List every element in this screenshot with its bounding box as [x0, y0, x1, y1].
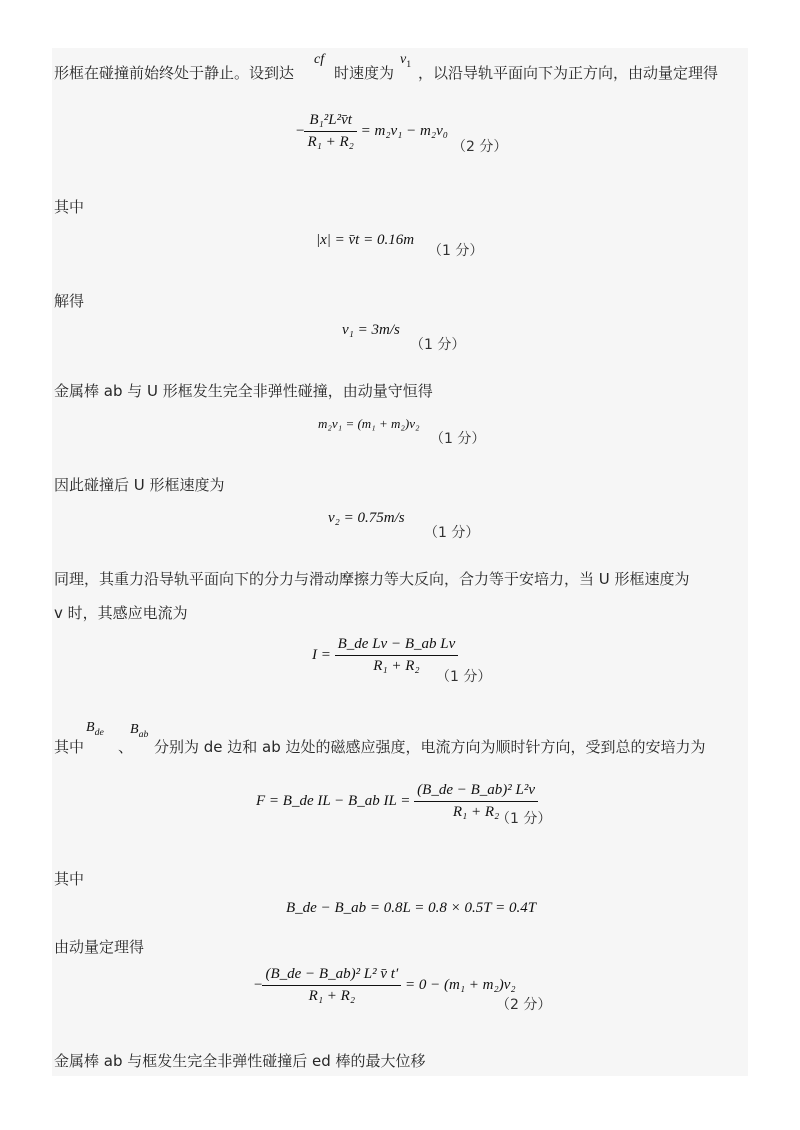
equation-v2: v₂ = 0.75m/s: [328, 510, 405, 526]
score-label: （1 分）: [430, 431, 486, 447]
rhs: = 0 − (m₁ + m₂)v₂: [405, 976, 516, 993]
symbol-sub: 1: [406, 58, 412, 70]
numerator: B_de Lv − B_ab Lv: [335, 636, 459, 656]
equation-momentum-theorem: [296, 112, 448, 151]
score-label: （1 分）: [424, 525, 480, 541]
text-line-1-mid: [334, 62, 394, 84]
text-segment: 时速度为: [334, 64, 395, 82]
lhs: I =: [312, 646, 331, 663]
score-label: （2 分）: [452, 139, 508, 155]
symbol-v1: [400, 52, 411, 70]
text-tongli-a: 同理，其重力沿导轨平面向下的分力与滑动摩擦力等大反向，合力等于安培力，当 U 形框速度为: [54, 570, 690, 588]
equation-v1: v₁ = 3m/s: [342, 322, 400, 338]
text-jiede: 解得: [54, 292, 85, 310]
denominator: R₁ + R₂: [307, 134, 354, 150]
score-label: （1 分）: [496, 811, 552, 827]
text-yinci: 因此碰撞后 U 形框速度为: [54, 476, 225, 494]
minus-sign: −: [296, 122, 305, 139]
fraction: [262, 966, 401, 1005]
text-collision-2: 金属棒 ab 与框发生完全非弹性碰撞后 ed 棒的最大位移: [54, 1052, 426, 1070]
symbol-Bde: [86, 720, 104, 738]
text-qizhong-3: 其中: [54, 870, 85, 888]
text-separator: 、: [118, 738, 134, 756]
minus-sign: −: [254, 976, 263, 993]
text-qizhong-2-post: 分别为 de 边和 ab 边处的磁感应强度，电流方向为顺时针方向，受到总的安培力为: [154, 738, 706, 756]
text-qizhong-2: 其中: [54, 738, 85, 756]
symbol-B: B: [130, 722, 139, 737]
denominator: R₁ + R₂: [308, 988, 356, 1004]
document-page: [52, 48, 748, 1076]
equation-displacement: |x| = v̄t = 0.16m: [316, 232, 415, 248]
lhs: F = B_de IL − B_ab IL =: [256, 792, 411, 809]
text-line-1-end: [418, 62, 718, 84]
score-label: （1 分）: [436, 669, 492, 685]
text-segment: ，以沿导轨平面向下为正方向，由动量定理得: [418, 64, 719, 82]
text-segment: 形框在碰撞前始终处于静止。设到达: [54, 64, 295, 82]
text-momentum-theorem: 由动量定理得: [54, 938, 145, 956]
symbol-v: v: [400, 52, 407, 67]
equation-momentum-conservation: m₂v₁ = (m₁ + m₂)v₂: [318, 416, 420, 431]
symbol-sub: ab: [138, 728, 149, 740]
score-label: （2 分）: [496, 997, 552, 1013]
text-line-1: [54, 62, 294, 84]
symbol-cf: cf: [314, 52, 325, 67]
numerator: (B_de − B_ab)² L²v: [414, 782, 538, 802]
symbol-B: B: [86, 720, 95, 735]
symbol-Bab: [130, 722, 148, 740]
score-label: （1 分）: [428, 243, 484, 259]
numerator: (B_de − B_ab)² L² v̄ t′: [262, 966, 401, 986]
denominator: R₁ + R₂: [452, 804, 500, 820]
score-label: （1 分）: [410, 337, 466, 353]
equation-field-difference: B_de − B_ab = 0.8L = 0.8 × 0.5T = 0.4T: [286, 900, 537, 916]
text-qizhong-1: 其中: [54, 198, 85, 216]
text-collision-1: 金属棒 ab 与 U 形框发生完全非弹性碰撞，由动量守恒得: [54, 382, 433, 400]
text-tongli-b: v 时，其感应电流为: [54, 604, 188, 622]
symbol-sub: de: [94, 726, 104, 738]
rhs: = m₂v₁ − m₂v₀: [360, 122, 448, 139]
denominator: R₁ + R₂: [373, 658, 420, 674]
equation-momentum-theorem-2: [254, 966, 516, 1005]
numerator: B₁²L²v̄t: [304, 112, 356, 132]
fraction: [304, 112, 356, 151]
